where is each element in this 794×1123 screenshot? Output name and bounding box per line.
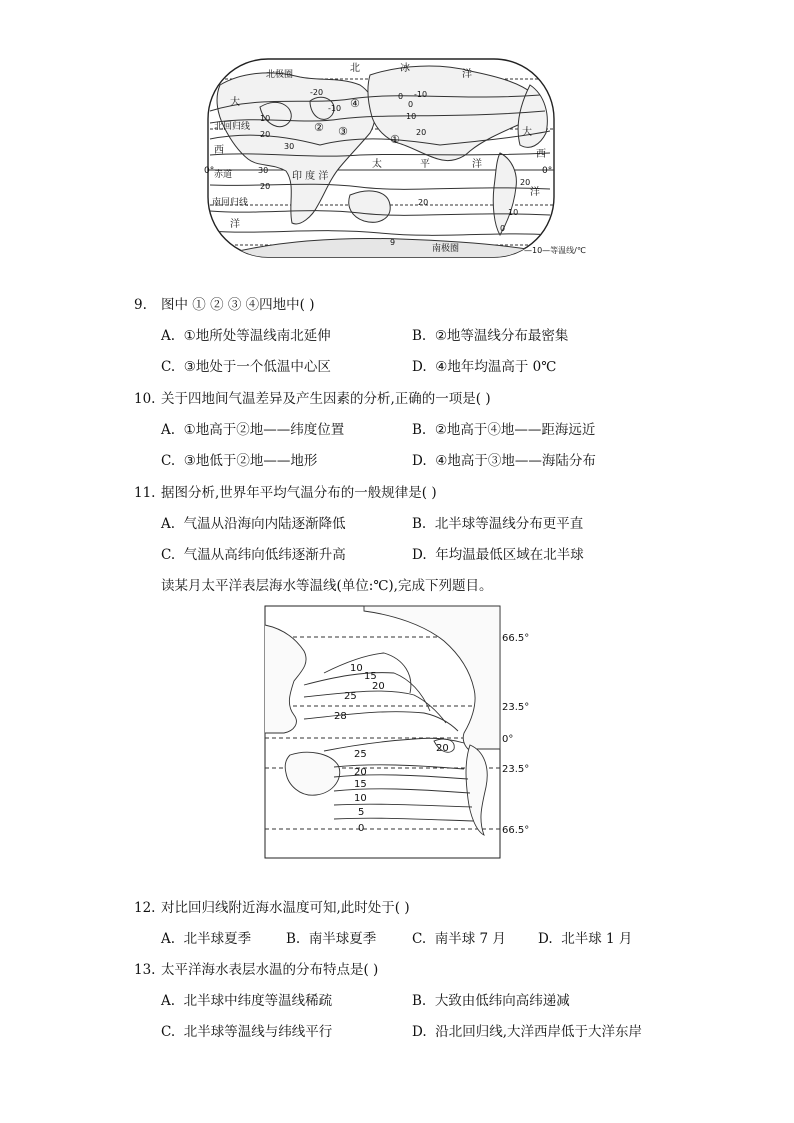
option-text: 气温从沿海向内陆逐渐降低	[183, 516, 346, 532]
question-9-stem: 图中 ① ② ③ ④四地中( )	[161, 297, 315, 313]
option-letter: A.	[161, 931, 176, 947]
iso2-label: 20	[354, 767, 367, 778]
question-9-option-c[interactable]	[161, 358, 331, 376]
iso-label: 20	[416, 128, 427, 137]
option-letter: D.	[412, 547, 427, 563]
option-letter: C.	[161, 1024, 176, 1040]
map1-label-deg0-left: 0°	[204, 166, 215, 176]
question-11-stem: 据图分析,世界年平均气温分布的一般规律是( )	[161, 485, 437, 501]
option-letter: B.	[412, 516, 427, 532]
iso2-label: 20	[372, 681, 385, 692]
pacific-isotherm-map	[264, 605, 544, 861]
question-9-number: 9.	[134, 297, 147, 313]
option-text: 南半球夏季	[308, 931, 377, 947]
question-13-stem: 太平洋海水表层水温的分布特点是( )	[161, 962, 379, 978]
map1-label-equator: 赤道	[214, 170, 233, 180]
option-letter: D.	[412, 1024, 427, 1040]
iso-label: -10	[328, 104, 342, 113]
question-10-option-d[interactable]	[412, 452, 596, 470]
option-text: 年均温最低区域在北半球	[435, 547, 584, 563]
iso2-label: 0	[358, 823, 365, 834]
option-text: 南半球 7 月	[434, 931, 506, 947]
iso2-label: 15	[354, 779, 367, 790]
iso2-label: 10	[354, 793, 367, 804]
question-13-option-c[interactable]	[161, 1023, 332, 1041]
iso-label: -20	[310, 88, 324, 97]
option-text: ②地等温线分布最密集	[434, 328, 569, 344]
iso-label: 0	[408, 100, 414, 109]
question-12-stem: 对比回归线附近海水温度可知,此时处于( )	[161, 900, 410, 916]
map1-label-tropic-s: 南回归线	[212, 198, 249, 208]
option-text: ①地高于②地——纬度位置	[183, 422, 345, 438]
map1-marker-4: ④	[350, 97, 360, 110]
lat-label: 66.5°	[502, 825, 530, 836]
lat-label: 0°	[502, 734, 514, 745]
iso2-label: 15	[364, 671, 377, 682]
iso-label: 30	[284, 142, 295, 151]
option-letter: B.	[412, 328, 427, 344]
lat-label: 23.5°	[502, 702, 530, 713]
map1-label-atl-yang: 洋	[530, 187, 540, 198]
question-9-option-a[interactable]	[161, 327, 331, 345]
option-letter: B.	[412, 993, 427, 1009]
map1-label-west: 西	[214, 145, 224, 156]
option-text: 北半球等温线与纬线平行	[183, 1024, 333, 1040]
option-letter: A.	[161, 993, 176, 1009]
question-11-option-b[interactable]	[412, 515, 583, 533]
option-letter: C.	[161, 453, 176, 469]
question-12-option-a[interactable]	[161, 930, 251, 948]
option-letter: D.	[538, 931, 553, 947]
question-10-stem: 关于四地间气温差异及产生因素的分析,正确的一项是( )	[161, 391, 491, 407]
map1-label-ping: 平	[420, 159, 430, 170]
map1-label-antarctic: 南极圈	[432, 244, 460, 254]
question-13-option-b[interactable]	[412, 992, 570, 1010]
iso-label: 20	[520, 178, 531, 187]
option-letter: C.	[161, 547, 176, 563]
question-12-option-c[interactable]	[412, 930, 506, 948]
option-letter: C.	[161, 359, 176, 375]
iso2-label: 25	[344, 691, 357, 702]
option-text: ④地年均温高于 0℃	[435, 359, 557, 375]
map1-label-ocean-sw: 洋	[230, 219, 240, 230]
question-12-option-d[interactable]	[538, 930, 632, 948]
iso-label: 10	[508, 208, 519, 217]
map1-label-da-left: 大	[230, 97, 240, 108]
map1-label-tai: 太	[372, 159, 382, 170]
option-text: 大致由低纬向高纬递减	[434, 993, 570, 1009]
question-9-option-b[interactable]	[412, 327, 568, 345]
question-13-number: 13.	[134, 962, 156, 978]
option-letter: D.	[412, 453, 427, 469]
question-11-option-a[interactable]	[161, 515, 346, 533]
iso2-label: 25	[354, 749, 367, 760]
lat-label: 66.5°	[502, 633, 530, 644]
iso-label: 9	[390, 238, 396, 247]
map1-marker-2: ②	[314, 121, 324, 134]
map1-marker-3: ③	[338, 125, 348, 138]
map1-label-ice: 冰	[400, 63, 410, 74]
section-intro: 读某月太平洋表层海水等温线(单位:℃),完成下列题目。	[161, 578, 493, 594]
option-text: ②地高于④地——距海远近	[434, 422, 596, 438]
map1-legend: —10—等温线/℃	[524, 246, 586, 255]
map1-label-deg0-right: 0°	[542, 166, 553, 176]
iso-label: 0	[500, 224, 506, 233]
question-12-number: 12.	[134, 900, 156, 916]
option-text: ①地所处等温线南北延伸	[183, 328, 331, 344]
option-text: ③地低于②地——地形	[183, 453, 318, 469]
question-10-option-c[interactable]	[161, 452, 317, 470]
iso2-label: 20	[436, 743, 449, 754]
iso2-label: 5	[358, 807, 365, 818]
option-text: 北半球 1 月	[561, 931, 633, 947]
option-letter: C.	[412, 931, 427, 947]
map1-label-indian: 印 度 洋	[292, 171, 329, 182]
question-9-option-d[interactable]	[412, 358, 556, 376]
option-text: 北半球夏季	[183, 931, 252, 947]
iso-label: 0	[398, 92, 404, 101]
question-11-option-c[interactable]	[161, 546, 346, 564]
map1-label-yang: 洋	[472, 159, 482, 170]
question-10-option-a[interactable]	[161, 421, 344, 439]
iso2-label: 10	[350, 663, 363, 674]
iso-label: 30	[258, 166, 269, 175]
option-text: 沿北回归线,大洋西岸低于大洋东岸	[435, 1024, 643, 1040]
map1-label-arctic: 北极圈	[266, 70, 294, 80]
question-12-option-b[interactable]	[286, 930, 376, 948]
map1-label-ocean-n: 洋	[462, 69, 472, 80]
world-isotherm-map	[200, 55, 620, 265]
map1-label-atl-xi: 西	[536, 149, 546, 160]
question-13-option-d[interactable]	[412, 1023, 642, 1041]
iso-label: 10	[406, 112, 417, 121]
option-text: 气温从高纬向低纬逐渐升高	[183, 547, 346, 563]
iso-label: 20	[260, 182, 271, 191]
iso-label: -10	[414, 90, 428, 99]
map1-label-big: 大	[522, 127, 532, 138]
option-letter: B.	[286, 931, 301, 947]
option-text: ③地处于一个低温中心区	[183, 359, 331, 375]
option-text: 北半球中纬度等温线稀疏	[183, 993, 333, 1009]
iso-label: 20	[418, 198, 429, 207]
option-text: ④地高于③地——海陆分布	[435, 453, 596, 469]
map1-label-north: 北	[350, 63, 360, 74]
question-10-option-b[interactable]	[412, 421, 595, 439]
lat-label: 23.5°	[502, 764, 530, 775]
iso-label: 10	[260, 114, 271, 123]
map1-label-tropic-n: 北回归线	[214, 122, 251, 132]
map1-marker-1: ①	[390, 133, 400, 146]
question-11-number: 11.	[134, 485, 156, 501]
option-text: 北半球等温线分布更平直	[434, 516, 584, 532]
iso-label: 20	[260, 130, 271, 139]
option-letter: D.	[412, 359, 427, 375]
question-10-number: 10.	[134, 391, 156, 407]
iso2-label: 28	[334, 711, 347, 722]
question-13-option-a[interactable]	[161, 992, 332, 1010]
option-letter: B.	[412, 422, 427, 438]
option-letter: A.	[161, 516, 176, 532]
question-11-option-d[interactable]	[412, 546, 584, 564]
option-letter: A.	[161, 328, 176, 344]
option-letter: A.	[161, 422, 176, 438]
